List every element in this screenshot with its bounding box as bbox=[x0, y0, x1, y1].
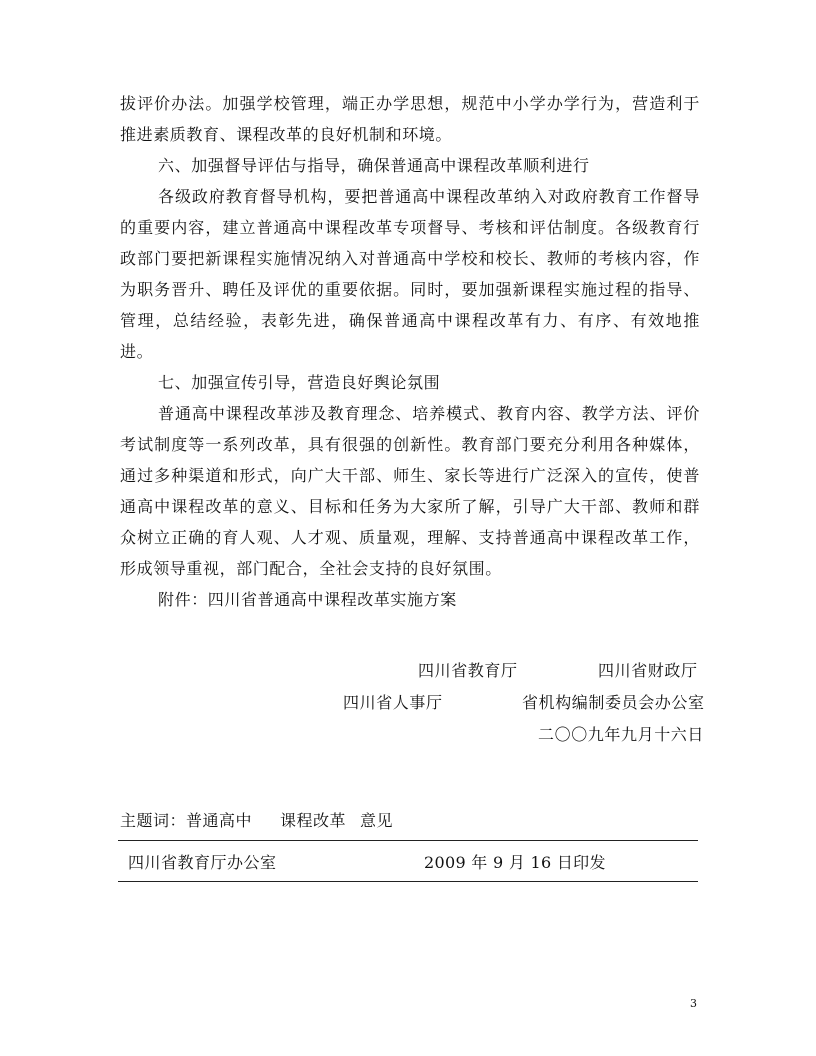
signature-finance-dept: 四川省财政厅 bbox=[598, 661, 698, 680]
paragraph-supervision: 各级政府教育督导机构，要把普通高中课程改革纳入对政府教育工作督导的重要内容，建立普通高中课程改革专项督导、考核和评估制度。各级教育行政部门要把新课程实施情况纳入对普通高中学校和校长、教师的考核内容，作为职务晋升、聘任及评优的重要依据。同时，要加强新课程实施过程的指导、管理，总结经验，表彰先进，确保普通高中课程改革有力、有序、有效地推进。 bbox=[120, 187, 700, 361]
subject-term: 课程改革 bbox=[280, 811, 347, 830]
print-info-bar bbox=[118, 840, 698, 882]
signature-staffing-office: 省机构编制委员会办公室 bbox=[522, 693, 705, 712]
subject-label: 主题词： bbox=[120, 811, 187, 830]
issue-date: 二〇〇九年九月十六日 bbox=[538, 725, 705, 744]
page-number: 3 bbox=[690, 997, 697, 1010]
attachment-note: 附件：四川省普通高中课程改革实施方案 bbox=[158, 590, 457, 609]
subject-term: 意见 bbox=[360, 811, 394, 830]
signature-personnel-dept: 四川省人事厅 bbox=[343, 693, 443, 712]
issuing-office: 四川省教育厅办公室 bbox=[128, 853, 277, 872]
section-heading-seven: 七、加强宣传引导，营造良好舆论氛围 bbox=[158, 373, 441, 392]
subject-term: 普通高中 bbox=[186, 811, 253, 830]
signature-education-dept: 四川省教育厅 bbox=[418, 661, 518, 680]
paragraph-publicity: 普通高中课程改革涉及教育理念、培养模式、教育内容、教学方法、评价考试制度等一系列改革，具有很强的创新性。教育部门要充分利用各种媒体，通过多种渠道和形式，向广大干部、师生、家长等进行广泛深入的宣传，使普通高中课程改革的意义、目标和任务为大家所了解，引导广大干部、教师和群众树立正确的育人观、人才观、质量观，理解、支持普通高中课程改革工作，形成领导重视，部门配合，全社会支持的良好氛围。 bbox=[120, 404, 700, 578]
document-body bbox=[120, 88, 700, 615]
paragraph-continuation: 拔评价办法。加强学校管理，端正办学思想，规范中小学办学行为，营造利于推进素质教育、课程改革的良好机制和环境。 bbox=[120, 94, 700, 144]
print-date: 2009 年 9 月 16 日印发 bbox=[424, 853, 606, 872]
section-heading-six: 六、加强督导评估与指导，确保普通高中课程改革顺利进行 bbox=[158, 156, 590, 175]
subject-terms bbox=[120, 811, 393, 831]
